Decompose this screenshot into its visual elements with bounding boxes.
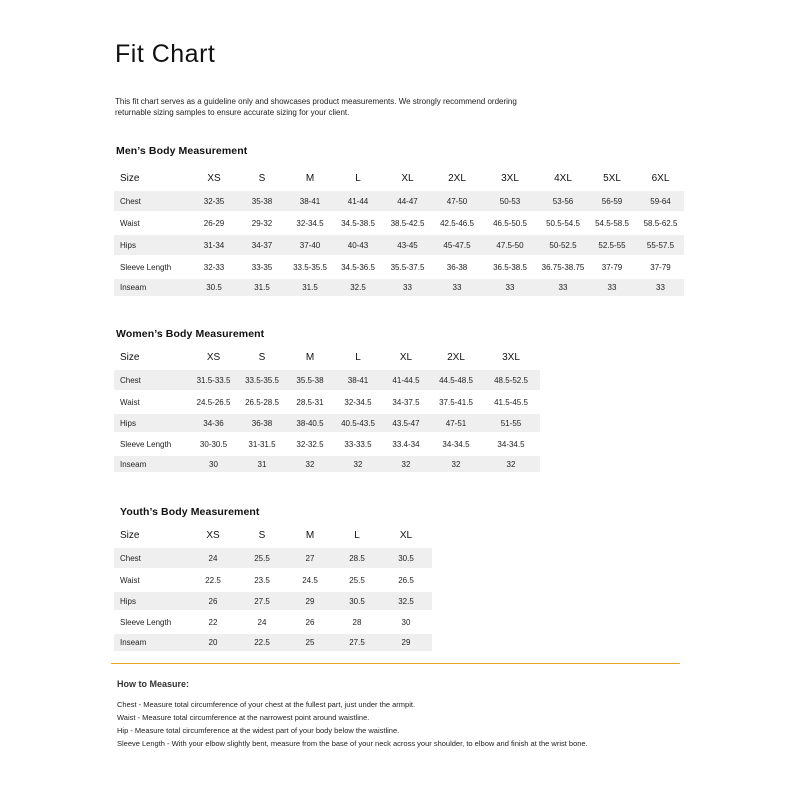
- table-cell: 33-33.5: [344, 439, 372, 449]
- page-title: Fit Chart: [115, 40, 216, 68]
- list-item: Sleeve Length - With your elbow slightly bent, measure from the base of your neck across your shoulder, to elbow and finish at the wrist bone.: [117, 739, 588, 748]
- table-cell: 26.5-28.5: [245, 397, 279, 407]
- size-col-header: 2XL: [447, 351, 465, 363]
- table-cell: 26-29: [203, 218, 225, 228]
- table-cell: 34-37: [238, 235, 286, 255]
- table-header-row: [114, 344, 540, 370]
- mens-size-table: [114, 166, 684, 296]
- table-cell: 33: [587, 279, 637, 296]
- table-cell: 31.5: [286, 279, 334, 296]
- row-label: Sleeve Length: [120, 439, 172, 449]
- table-cell: 33: [481, 279, 539, 296]
- table-cell: 37.5-41.5: [439, 397, 473, 407]
- table-cell: 45-47.5: [433, 235, 481, 255]
- table-row: [114, 456, 540, 472]
- table-cell: 58.5-62.5: [643, 218, 678, 228]
- row-label: Inseam: [114, 279, 190, 296]
- table-cell: 35-38: [238, 191, 286, 211]
- size-col-header: 2XL: [448, 173, 466, 184]
- table-cell: 29-32: [251, 218, 273, 228]
- table-cell: 24.5-26.5: [196, 397, 231, 407]
- table-cell: 36-38: [238, 414, 286, 432]
- womens-size-table: [114, 344, 540, 472]
- table-cell: 47-50: [433, 191, 481, 211]
- intro-line-2: returnable sizing samples to ensure accurate sizing for your client.: [115, 108, 350, 117]
- size-col-header: M: [305, 173, 315, 184]
- table-cell: 30.5: [380, 548, 432, 568]
- table-cell: 32-33: [203, 262, 225, 272]
- table-cell: 35.5-37.5: [390, 262, 425, 272]
- table-cell: 28: [352, 617, 362, 627]
- table-cell: 59-64: [637, 191, 684, 211]
- size-col-header: 6XL: [651, 173, 670, 184]
- table-cell: 32-35: [190, 191, 238, 211]
- table-cell: 30: [401, 617, 411, 627]
- row-label: Chest: [114, 191, 190, 211]
- table-cell: 33.5-35.5: [238, 370, 286, 390]
- table-row: [114, 548, 432, 568]
- table-cell: 27.5: [334, 634, 380, 651]
- section-divider: [111, 663, 680, 664]
- size-header: Size: [120, 529, 140, 541]
- table-cell: 50.5-54.5: [546, 218, 580, 228]
- intro-text: [115, 96, 575, 118]
- table-row: [114, 235, 684, 255]
- table-cell: 22.5: [205, 575, 221, 585]
- table-cell: 33: [382, 279, 433, 296]
- table-cell: 31.5-33.5: [189, 370, 238, 390]
- table-cell: 43-45: [382, 235, 433, 255]
- row-label: Hips: [114, 235, 190, 255]
- table-row: [114, 414, 540, 432]
- size-col-header: XL: [401, 173, 414, 184]
- size-col-header: S: [258, 529, 266, 541]
- table-cell: 47.5-50: [481, 235, 539, 255]
- size-col-header: XL: [399, 529, 413, 541]
- table-cell: 54.5-58.5: [595, 218, 629, 228]
- table-cell: 47-51: [430, 414, 482, 432]
- row-label: Waist: [120, 575, 140, 585]
- table-cell: 26: [188, 592, 238, 610]
- table-cell: 28.5-31: [296, 397, 324, 407]
- table-row: [114, 370, 540, 390]
- table-cell: 30.5: [190, 279, 238, 296]
- table-cell: 46.5-50.5: [493, 218, 527, 228]
- table-cell: 40.5-43.5: [334, 414, 382, 432]
- size-col-header: XS: [207, 173, 221, 184]
- size-col-header: XS: [206, 529, 220, 541]
- table-cell: 50-53: [481, 191, 539, 211]
- table-cell: 38.5-42.5: [390, 218, 425, 228]
- table-cell: 43.5-47: [382, 414, 430, 432]
- table-cell: 34-36: [189, 414, 238, 432]
- table-cell: 44-47: [382, 191, 433, 211]
- size-col-header: 5XL: [603, 173, 621, 184]
- table-header-row: [114, 522, 432, 548]
- table-cell: 52.5-55: [587, 235, 637, 255]
- table-row: [114, 390, 540, 414]
- size-col-header: 4XL: [554, 173, 572, 184]
- table-row: [114, 211, 684, 235]
- table-cell: 34.5-38.5: [341, 218, 375, 228]
- table-cell: 26.5: [398, 575, 414, 585]
- row-label: Inseam: [114, 634, 188, 651]
- table-cell: 55-57.5: [637, 235, 684, 255]
- table-cell: 30.5: [334, 592, 380, 610]
- size-col-header: L: [354, 529, 360, 541]
- size-col-header: XL: [399, 351, 413, 363]
- table-cell: 32: [334, 456, 382, 472]
- table-cell: 30: [189, 456, 238, 472]
- table-cell: 40-43: [334, 235, 382, 255]
- table-cell: 32: [286, 456, 334, 472]
- table-cell: 48.5-52.5: [482, 370, 540, 390]
- table-cell: 56-59: [587, 191, 637, 211]
- size-col-header: M: [305, 529, 315, 541]
- table-row: [114, 568, 432, 592]
- table-cell: 26: [305, 617, 315, 627]
- table-cell: 22: [208, 617, 218, 627]
- table-cell: 32: [382, 456, 430, 472]
- table-cell: 37-40: [286, 235, 334, 255]
- table-cell: 36.75-38.75: [541, 262, 585, 272]
- table-row: [114, 432, 540, 456]
- table-cell: 25: [286, 634, 334, 651]
- table-cell: 20: [188, 634, 238, 651]
- intro-line-1: This fit chart serves as a guideline only and showcases product measurements. We strongly recommend ordering: [115, 97, 517, 106]
- table-cell: 35.5-38: [286, 370, 334, 390]
- row-label: Inseam: [114, 456, 189, 472]
- table-cell: 31.5: [238, 279, 286, 296]
- table-row: [114, 592, 432, 610]
- table-row: [114, 610, 432, 634]
- size-header: Size: [120, 173, 140, 184]
- table-header-row: [114, 166, 684, 191]
- table-cell: 51-55: [482, 414, 540, 432]
- table-cell: 37-79: [601, 262, 623, 272]
- row-label: Sleeve Length: [120, 262, 172, 272]
- row-label: Hips: [114, 414, 189, 432]
- list-item: Hip - Measure total circumference at the widest part of your body below the waistline.: [117, 726, 400, 735]
- table-row: [114, 279, 684, 296]
- row-label: Waist: [120, 397, 140, 407]
- table-cell: 27: [286, 548, 334, 568]
- table-cell: 32-34.5: [344, 397, 372, 407]
- list-item: Chest - Measure total circumference of your chest at the fullest part, just under the armpit.: [117, 700, 416, 709]
- how-to-measure-title: How to Measure:: [117, 679, 190, 689]
- table-cell: 22.5: [238, 634, 286, 651]
- size-col-header: S: [258, 173, 266, 184]
- how-to-measure-list: [117, 698, 588, 750]
- youths-section-title: Youth’s Body Measurement: [120, 506, 260, 518]
- list-item: Waist - Measure total circumference at the narrowest point around waistline.: [117, 713, 370, 722]
- table-cell: 32.5: [334, 279, 382, 296]
- table-cell: 32: [430, 456, 482, 472]
- size-col-header: L: [355, 173, 361, 184]
- womens-section-title: Women’s Body Measurement: [116, 328, 265, 340]
- table-cell: 38-41: [334, 370, 382, 390]
- table-cell: 31-31.5: [248, 439, 276, 449]
- table-cell: 31: [238, 456, 286, 472]
- table-cell: 25.5: [238, 548, 286, 568]
- table-cell: 42.5-46.5: [440, 218, 474, 228]
- table-cell: 29: [286, 592, 334, 610]
- table-cell: 36.5-38.5: [493, 262, 527, 272]
- table-cell: 31-34: [190, 235, 238, 255]
- row-label: Chest: [114, 548, 188, 568]
- table-cell: 38-40.5: [286, 414, 334, 432]
- table-cell: 29: [380, 634, 432, 651]
- size-col-header: XS: [206, 351, 221, 363]
- table-cell: 28.5: [334, 548, 380, 568]
- table-cell: 34-37.5: [392, 397, 420, 407]
- row-label: Chest: [114, 370, 189, 390]
- row-label: Sleeve Length: [120, 617, 172, 627]
- size-col-header: L: [355, 351, 361, 363]
- table-cell: 24: [257, 617, 267, 627]
- table-cell: 24: [188, 548, 238, 568]
- table-cell: 33-35: [251, 262, 273, 272]
- table-cell: 32.5: [380, 592, 432, 610]
- size-col-header: 3XL: [502, 351, 520, 363]
- size-col-header: M: [305, 351, 315, 363]
- table-cell: 24.5: [302, 575, 318, 585]
- table-row: [114, 634, 432, 651]
- table-cell: 41-44: [334, 191, 382, 211]
- table-cell: 38-41: [286, 191, 334, 211]
- table-cell: 30-30.5: [199, 439, 228, 449]
- table-cell: 50-52.5: [539, 235, 587, 255]
- table-cell: 44.5-48.5: [430, 370, 482, 390]
- table-cell: 33.5-35.5: [293, 262, 327, 272]
- mens-section-title: Men’s Body Measurement: [116, 145, 248, 157]
- table-cell: 32-34.5: [296, 218, 324, 228]
- table-cell: 32-32.5: [296, 439, 324, 449]
- table-row: [114, 191, 684, 211]
- table-cell: 34.5-36.5: [341, 262, 375, 272]
- size-header: Size: [120, 351, 140, 363]
- table-cell: 41-44.5: [382, 370, 430, 390]
- table-cell: 36-38: [446, 262, 468, 272]
- table-cell: 33: [433, 279, 481, 296]
- table-cell: 41.5-45.5: [494, 397, 528, 407]
- table-row: [114, 255, 684, 279]
- size-col-header: S: [258, 351, 266, 363]
- table-cell: 33: [539, 279, 587, 296]
- table-cell: 34-34.5: [497, 439, 525, 449]
- table-cell: 27.5: [238, 592, 286, 610]
- row-label: Waist: [120, 218, 140, 228]
- youths-size-table: [114, 522, 432, 651]
- table-cell: 25.5: [349, 575, 365, 585]
- table-cell: 32: [482, 456, 540, 472]
- table-cell: 33: [637, 279, 684, 296]
- table-cell: 33.4-34: [392, 439, 420, 449]
- row-label: Hips: [114, 592, 188, 610]
- table-cell: 34-34.5: [442, 439, 470, 449]
- table-cell: 53-56: [539, 191, 587, 211]
- size-col-header: 3XL: [501, 173, 519, 184]
- table-cell: 37-79: [650, 262, 671, 272]
- table-cell: 23.5: [254, 575, 270, 585]
